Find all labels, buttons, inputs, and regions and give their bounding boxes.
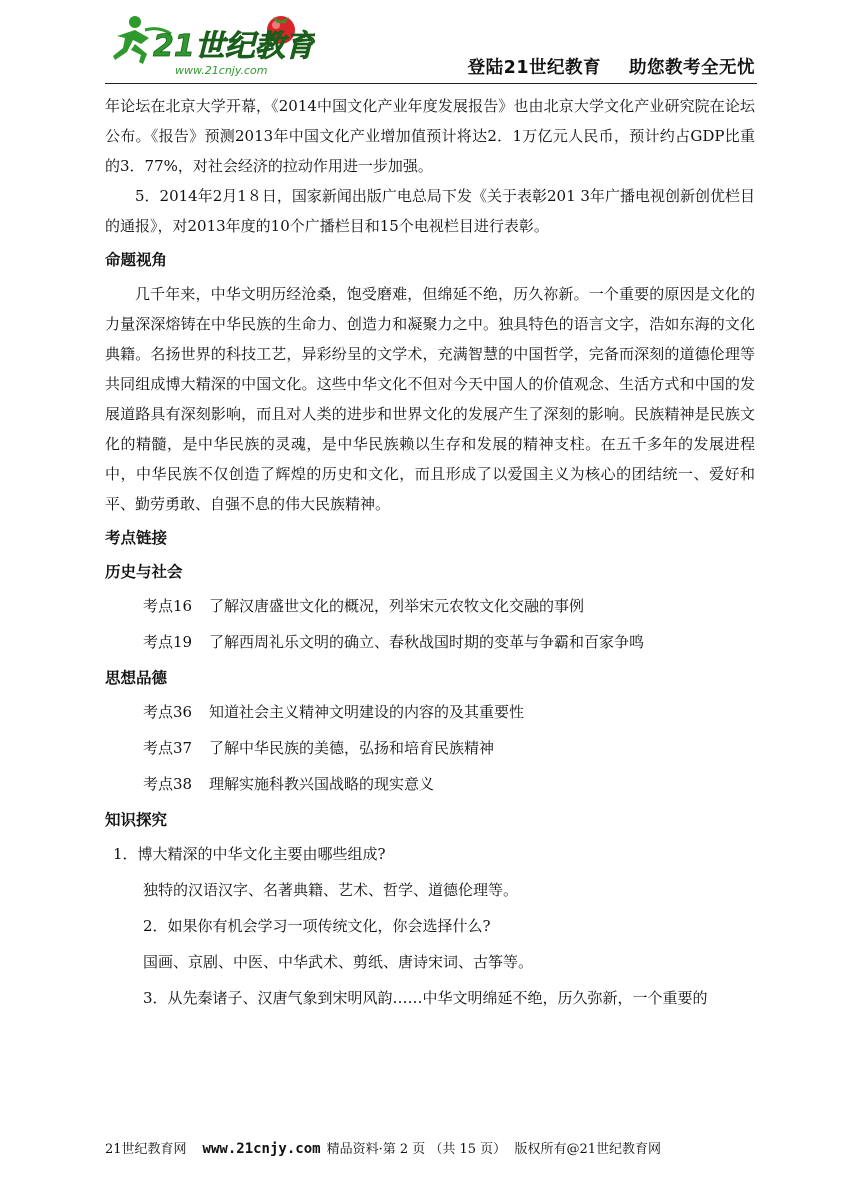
topic-item — [143, 769, 755, 800]
topic-code: 考点16 — [143, 597, 193, 615]
paragraph-perspective: 几千年来，中华文明历经沧桑，饱受磨难，但绵延不绝，历久祢新。一个重要的原因是文化的力量深深熔铸在中华民族的生命力、创造力和凝聚力之中。独具特色的语言文字，浩如东海的文化典籍。名扬世界的科技工艺，异彩纷呈的文学术，充满智慧的中国哲学，完备而深刻的道德伦理等共同组成博大精深的中国文化。这些中华文化不但对今天中国人的价值观念、生活方式和中国的发展道路具有深刻影响，而且对人类的进步和世界文化的发展产生了深刻的影响。民族精神是民族文化的精髓，是中华民族的灵魂，是中华民族赖以生存和发展的精神支柱。在五千多年的发展进程中，中华民族不仅创造了辉煌的历史和文化，而且形成了以爱国主义为核心的团结统一、爱好和平、勤劳勇敢、自强不息的伟大民族精神。 — [105, 285, 755, 513]
topic-text: 了解西周礼乐文明的确立、春秋战国时期的变革与争霸和百家争鸣 — [209, 633, 645, 651]
page-header — [105, 0, 757, 84]
footer-brand: 21世纪教育网 — [105, 1142, 187, 1157]
topic-item — [143, 697, 755, 728]
header-slogans — [468, 54, 755, 79]
footer-page-info: 精品资料·第 2 页 （共 15 页） — [326, 1142, 507, 1157]
document-body — [105, 91, 755, 1019]
question-1: 1．博大精深的中华文化主要由哪些组成? — [113, 845, 386, 863]
topic-item — [143, 733, 755, 764]
answer-1: 独特的汉语汉字、名著典籍、艺术、哲学、道德伦理等。 — [143, 881, 519, 899]
question-2: 2．如果你有机会学习一项传统文化，你会选择什么? — [143, 917, 491, 935]
topic-text: 知道社会主义精神文明建设的内容的及其重要性 — [209, 703, 525, 721]
slogan-exam: 助您教考全无忧 — [629, 58, 755, 78]
slogan-login: 登陆21世纪教育 — [467, 58, 601, 78]
header-divider — [105, 83, 757, 84]
heading-links: 考点链接 — [105, 529, 168, 547]
topic-item — [143, 591, 755, 622]
svg-text:21世纪教育: 21世纪教育 — [153, 29, 315, 64]
question-3: 3．从先秦诸子、汉唐气象到宋明风韵……中华文明绵延不绝，历久弥新，一个重要的 — [143, 989, 708, 1007]
topic-code: 考点38 — [143, 775, 193, 793]
topic-text: 了解汉唐盛世文化的概况，列举宋元农牧文化交融的事例 — [209, 597, 585, 615]
paragraph-item-5: 5．2014年2月1８日，国家新闻出版广电总局下发《关于表彰201 3年广播电视创新创优栏目的通报》，对2013年度的10个广播栏目和15个电视栏目进行表彰。 — [105, 187, 755, 235]
page-footer — [105, 1138, 757, 1157]
heading-explore: 知识探究 — [105, 811, 168, 829]
answer-2: 国画、京剧、中医、中华武术、剪纸、唐诗宋词、古筝等。 — [143, 953, 534, 971]
topic-text: 了解中华民族的美德，弘扬和培育民族精神 — [209, 739, 495, 757]
topic-code: 考点19 — [143, 633, 193, 651]
topic-code: 考点36 — [143, 703, 193, 721]
heading-perspective: 命题视角 — [105, 251, 168, 269]
topic-item — [143, 627, 755, 658]
footer-copyright: 版权所有@21世纪教育网 — [514, 1142, 661, 1157]
heading-morality: 思想品德 — [105, 669, 168, 687]
topic-code: 考点37 — [143, 739, 193, 757]
heading-history: 历史与社会 — [105, 563, 183, 581]
paragraph-forum: 年论坛在北京大学开幕，《2014中国文化产业年度发展报告》也由北京大学文化产业研究院在论坛公布。《报告》预测2013年中国文化产业增加值预计将达2．1万亿元人民币，预计约占GDP比重的3．77%，对社会经济的拉动作用进一步加强。 — [105, 97, 755, 175]
footer-site-link[interactable]: www.21cnjy.com — [202, 1141, 321, 1157]
topic-text: 理解实施科教兴国战略的现实意义 — [209, 775, 435, 793]
svg-text:www.21cnjy.com: www.21cnjy.com — [175, 64, 268, 77]
logo-21cnjy — [105, 8, 315, 82]
